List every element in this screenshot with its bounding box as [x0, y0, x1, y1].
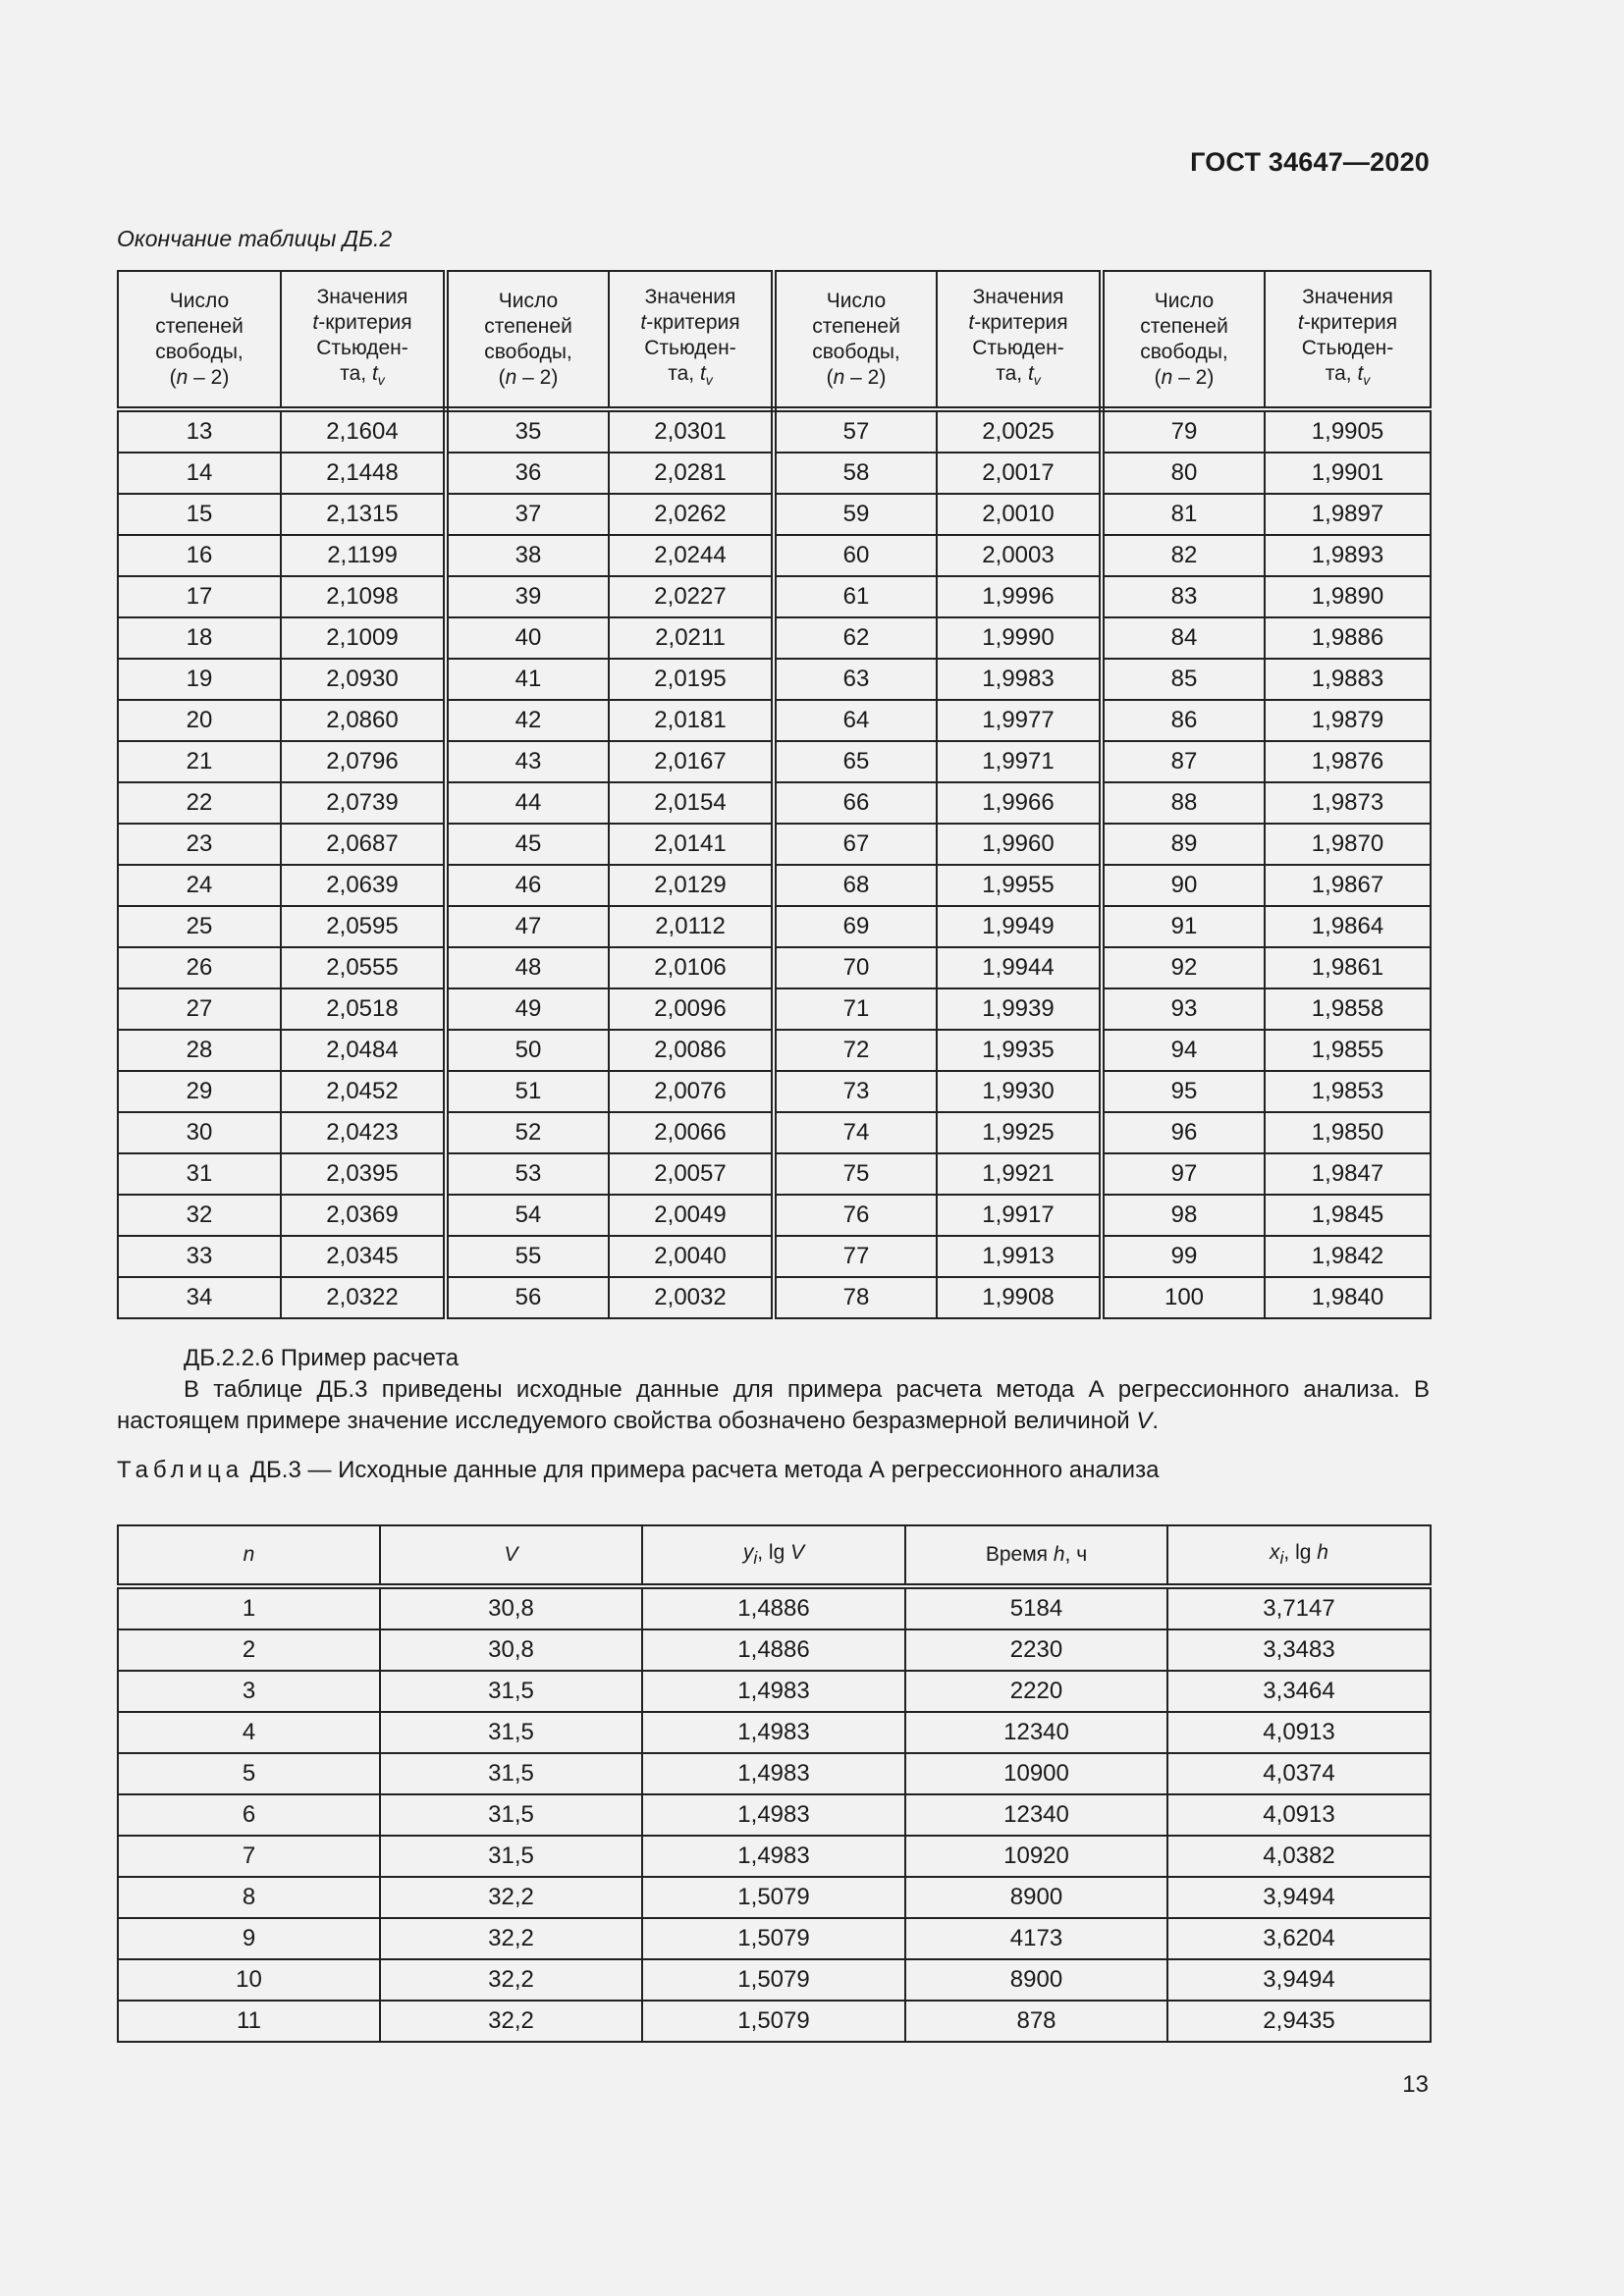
table-row: [118, 1671, 1431, 1712]
cell-degrees-of-freedom: 81: [1102, 494, 1265, 535]
table-row: [118, 1586, 1431, 1629]
cell-degrees-of-freedom: 90: [1102, 865, 1265, 906]
cell-time: 5184: [905, 1586, 1167, 1629]
cell-degrees-of-freedom: 83: [1102, 576, 1265, 617]
col-v: V: [380, 1525, 642, 1586]
cell-t-value: 1,9897: [1265, 494, 1431, 535]
cell-t-value: 1,9883: [1265, 659, 1431, 700]
cell-t-value: 2,0484: [281, 1030, 446, 1071]
table-row: [118, 2001, 1431, 2042]
cell-t-value: 1,9867: [1265, 865, 1431, 906]
table2-body: [118, 409, 1431, 1318]
cell-t-value: 1,9850: [1265, 1112, 1431, 1153]
cell-t-value: 2,0345: [281, 1236, 446, 1277]
cell-n: 9: [118, 1918, 380, 1959]
cell-t-value: 1,9864: [1265, 906, 1431, 947]
cell-degrees-of-freedom: 66: [774, 782, 937, 824]
cell-t-value: 2,0639: [281, 865, 446, 906]
table3-body: [118, 1586, 1431, 2042]
cell-degrees-of-freedom: 88: [1102, 782, 1265, 824]
cell-degrees-of-freedom: 80: [1102, 453, 1265, 494]
table3-header-row: [118, 1525, 1431, 1586]
cell-t-value: 1,9990: [937, 617, 1102, 659]
cell-y: 1,4983: [642, 1836, 905, 1877]
cell-y: 1,4983: [642, 1671, 905, 1712]
cell-degrees-of-freedom: 36: [446, 453, 609, 494]
cell-degrees-of-freedom: 76: [774, 1195, 937, 1236]
header-t-value: Значения t-критерия Стьюден- та, $t_v$: [937, 271, 1102, 409]
cell-degrees-of-freedom: 31: [118, 1153, 281, 1195]
cell-t-value: 1,9939: [937, 988, 1102, 1030]
cell-t-value: 2,0066: [609, 1112, 774, 1153]
cell-t-value: 2,1448: [281, 453, 446, 494]
cell-t-value: 2,1009: [281, 617, 446, 659]
cell-x: 2,9435: [1167, 2001, 1431, 2042]
cell-t-value: 2,0687: [281, 824, 446, 865]
cell-x: 4,0382: [1167, 1836, 1431, 1877]
cell-degrees-of-freedom: 74: [774, 1112, 937, 1153]
cell-degrees-of-freedom: 89: [1102, 824, 1265, 865]
cell-t-value: 2,0369: [281, 1195, 446, 1236]
col-x: $x_i$, lg h: [1167, 1525, 1431, 1586]
cell-degrees-of-freedom: 69: [774, 906, 937, 947]
header-t-value: Значения t-критерия Стьюден- та, $t_v$: [609, 271, 774, 409]
cell-t-value: 2,0860: [281, 700, 446, 741]
cell-time: 878: [905, 2001, 1167, 2042]
cell-degrees-of-freedom: 39: [446, 576, 609, 617]
cell-degrees-of-freedom: 50: [446, 1030, 609, 1071]
cell-n: 6: [118, 1794, 380, 1836]
table-row: [118, 782, 1431, 824]
cell-t-value: 1,9983: [937, 659, 1102, 700]
cell-t-value: 2,0211: [609, 617, 774, 659]
cell-degrees-of-freedom: 52: [446, 1112, 609, 1153]
cell-degrees-of-freedom: 63: [774, 659, 937, 700]
cell-t-value: 2,1604: [281, 409, 446, 453]
cell-degrees-of-freedom: 79: [1102, 409, 1265, 453]
cell-degrees-of-freedom: 59: [774, 494, 937, 535]
col-time: Время h, ч: [905, 1525, 1167, 1586]
cell-n: 8: [118, 1877, 380, 1918]
cell-degrees-of-freedom: 55: [446, 1236, 609, 1277]
cell-time: 8900: [905, 1959, 1167, 2001]
table-row: [118, 409, 1431, 453]
table-row: [118, 1236, 1431, 1277]
cell-t-value: 1,9917: [937, 1195, 1102, 1236]
table-row: [118, 1959, 1431, 2001]
cell-t-value: 2,0227: [609, 576, 774, 617]
cell-t-value: 1,9908: [937, 1277, 1102, 1318]
cell-degrees-of-freedom: 67: [774, 824, 937, 865]
cell-v: 30,8: [380, 1586, 642, 1629]
cell-y: 1,4886: [642, 1586, 905, 1629]
cell-degrees-of-freedom: 35: [446, 409, 609, 453]
cell-t-value: 2,0032: [609, 1277, 774, 1318]
cell-degrees-of-freedom: 15: [118, 494, 281, 535]
cell-degrees-of-freedom: 46: [446, 865, 609, 906]
table-row: [118, 906, 1431, 947]
cell-degrees-of-freedom: 82: [1102, 535, 1265, 576]
table-row: [118, 1153, 1431, 1195]
section-heading: ДБ.2.2.6 Пример расчета: [184, 1345, 460, 1371]
cell-degrees-of-freedom: 38: [446, 535, 609, 576]
cell-t-value: 2,0112: [609, 906, 774, 947]
cell-t-value: 1,9977: [937, 700, 1102, 741]
cell-t-value: 2,0739: [281, 782, 446, 824]
cell-degrees-of-freedom: 17: [118, 576, 281, 617]
cell-degrees-of-freedom: 65: [774, 741, 937, 782]
table-row: [118, 617, 1431, 659]
cell-t-value: 2,0244: [609, 535, 774, 576]
cell-y: 1,5079: [642, 1959, 905, 2001]
cell-n: 10: [118, 1959, 380, 2001]
cell-degrees-of-freedom: 96: [1102, 1112, 1265, 1153]
cell-degrees-of-freedom: 43: [446, 741, 609, 782]
cell-degrees-of-freedom: 60: [774, 535, 937, 576]
header-degrees-of-freedom: Число степеней свободы, (n – 2): [118, 271, 281, 409]
header-degrees-of-freedom: Число степеней свободы, (n – 2): [1102, 271, 1265, 409]
cell-x: 3,9494: [1167, 1959, 1431, 2001]
cell-degrees-of-freedom: 16: [118, 535, 281, 576]
cell-n: 7: [118, 1836, 380, 1877]
cell-n: 1: [118, 1586, 380, 1629]
cell-degrees-of-freedom: 51: [446, 1071, 609, 1112]
cell-t-value: 1,9893: [1265, 535, 1431, 576]
cell-degrees-of-freedom: 41: [446, 659, 609, 700]
cell-t-value: 2,0017: [937, 453, 1102, 494]
cell-degrees-of-freedom: 14: [118, 453, 281, 494]
cell-v: 31,5: [380, 1671, 642, 1712]
regression-data-table: [117, 1524, 1432, 2043]
cell-t-value: 2,0010: [937, 494, 1102, 535]
cell-t-value: 1,9935: [937, 1030, 1102, 1071]
cell-t-value: 2,0262: [609, 494, 774, 535]
cell-t-value: 2,0181: [609, 700, 774, 741]
cell-x: 3,6204: [1167, 1918, 1431, 1959]
cell-degrees-of-freedom: 19: [118, 659, 281, 700]
cell-t-value: 1,9890: [1265, 576, 1431, 617]
cell-y: 1,5079: [642, 1877, 905, 1918]
header-t-value: Значения t-критерия Стьюден- та, $t_v$: [1265, 271, 1431, 409]
cell-degrees-of-freedom: 100: [1102, 1277, 1265, 1318]
cell-t-value: 1,9996: [937, 576, 1102, 617]
cell-degrees-of-freedom: 91: [1102, 906, 1265, 947]
cell-degrees-of-freedom: 37: [446, 494, 609, 535]
header-degrees-of-freedom: Число степеней свободы, (n – 2): [774, 271, 937, 409]
cell-t-value: 2,0452: [281, 1071, 446, 1112]
cell-t-value: 1,9853: [1265, 1071, 1431, 1112]
cell-degrees-of-freedom: 84: [1102, 617, 1265, 659]
cell-degrees-of-freedom: 27: [118, 988, 281, 1030]
cell-y: 1,4983: [642, 1712, 905, 1753]
cell-t-value: 1,9949: [937, 906, 1102, 947]
cell-degrees-of-freedom: 26: [118, 947, 281, 988]
cell-v: 31,5: [380, 1794, 642, 1836]
cell-t-value: 1,9930: [937, 1071, 1102, 1112]
cell-y: 1,4983: [642, 1794, 905, 1836]
cell-degrees-of-freedom: 71: [774, 988, 937, 1030]
col-y: $y_i$, lg V: [642, 1525, 905, 1586]
cell-degrees-of-freedom: 72: [774, 1030, 937, 1071]
cell-degrees-of-freedom: 94: [1102, 1030, 1265, 1071]
table-row: [118, 1753, 1431, 1794]
table-row: [118, 576, 1431, 617]
cell-t-value: 1,9944: [937, 947, 1102, 988]
table-row: [118, 1195, 1431, 1236]
table-row: [118, 947, 1431, 988]
table-row: [118, 1030, 1431, 1071]
table-row: [118, 1918, 1431, 1959]
cell-degrees-of-freedom: 32: [118, 1195, 281, 1236]
cell-degrees-of-freedom: 93: [1102, 988, 1265, 1030]
cell-y: 1,4983: [642, 1753, 905, 1794]
cell-t-value: 2,0049: [609, 1195, 774, 1236]
cell-t-value: 2,0195: [609, 659, 774, 700]
cell-t-value: 2,0096: [609, 988, 774, 1030]
cell-degrees-of-freedom: 95: [1102, 1071, 1265, 1112]
cell-t-value: 2,0301: [609, 409, 774, 453]
cell-t-value: 1,9966: [937, 782, 1102, 824]
cell-t-value: 2,0595: [281, 906, 446, 947]
cell-t-value: 2,0322: [281, 1277, 446, 1318]
cell-time: 2220: [905, 1671, 1167, 1712]
cell-degrees-of-freedom: 22: [118, 782, 281, 824]
cell-n: 11: [118, 2001, 380, 2042]
cell-t-value: 2,1315: [281, 494, 446, 535]
cell-degrees-of-freedom: 54: [446, 1195, 609, 1236]
cell-degrees-of-freedom: 49: [446, 988, 609, 1030]
cell-t-value: 2,0141: [609, 824, 774, 865]
cell-degrees-of-freedom: 75: [774, 1153, 937, 1195]
cell-t-value: 2,0930: [281, 659, 446, 700]
cell-t-value: 2,0555: [281, 947, 446, 988]
cell-t-value: 1,9840: [1265, 1277, 1431, 1318]
table-row: [118, 1794, 1431, 1836]
table-row: [118, 741, 1431, 782]
cell-t-value: 2,0129: [609, 865, 774, 906]
cell-degrees-of-freedom: 24: [118, 865, 281, 906]
cell-t-value: 1,9901: [1265, 453, 1431, 494]
cell-x: 4,0374: [1167, 1753, 1431, 1794]
cell-t-value: 2,0518: [281, 988, 446, 1030]
cell-v: 31,5: [380, 1836, 642, 1877]
cell-v: 30,8: [380, 1629, 642, 1671]
cell-degrees-of-freedom: 98: [1102, 1195, 1265, 1236]
cell-degrees-of-freedom: 23: [118, 824, 281, 865]
cell-t-value: 1,9960: [937, 824, 1102, 865]
table-row: [118, 700, 1431, 741]
cell-v: 32,2: [380, 2001, 642, 2042]
cell-degrees-of-freedom: 13: [118, 409, 281, 453]
cell-degrees-of-freedom: 57: [774, 409, 937, 453]
col-n: n: [118, 1525, 380, 1586]
cell-n: 3: [118, 1671, 380, 1712]
cell-degrees-of-freedom: 28: [118, 1030, 281, 1071]
cell-degrees-of-freedom: 29: [118, 1071, 281, 1112]
cell-time: 10920: [905, 1836, 1167, 1877]
cell-time: 4173: [905, 1918, 1167, 1959]
cell-t-value: 1,9847: [1265, 1153, 1431, 1195]
cell-n: 4: [118, 1712, 380, 1753]
cell-t-value: 1,9873: [1265, 782, 1431, 824]
cell-degrees-of-freedom: 78: [774, 1277, 937, 1318]
cell-t-value: 2,0423: [281, 1112, 446, 1153]
cell-degrees-of-freedom: 85: [1102, 659, 1265, 700]
cell-x: 3,7147: [1167, 1586, 1431, 1629]
cell-degrees-of-freedom: 42: [446, 700, 609, 741]
cell-time: 12340: [905, 1794, 1167, 1836]
cell-time: 8900: [905, 1877, 1167, 1918]
cell-degrees-of-freedom: 77: [774, 1236, 937, 1277]
cell-t-value: 2,0281: [609, 453, 774, 494]
cell-degrees-of-freedom: 68: [774, 865, 937, 906]
cell-degrees-of-freedom: 45: [446, 824, 609, 865]
cell-t-value: 2,0796: [281, 741, 446, 782]
cell-t-value: 1,9925: [937, 1112, 1102, 1153]
student-t-table: [117, 270, 1432, 1319]
cell-t-value: 1,9855: [1265, 1030, 1431, 1071]
cell-degrees-of-freedom: 34: [118, 1277, 281, 1318]
cell-t-value: 1,9921: [937, 1153, 1102, 1195]
cell-t-value: 2,0395: [281, 1153, 446, 1195]
cell-degrees-of-freedom: 48: [446, 947, 609, 988]
cell-v: 32,2: [380, 1959, 642, 2001]
table-row: [118, 494, 1431, 535]
table-row: [118, 1712, 1431, 1753]
cell-t-value: 1,9842: [1265, 1236, 1431, 1277]
cell-x: 4,0913: [1167, 1712, 1431, 1753]
cell-degrees-of-freedom: 99: [1102, 1236, 1265, 1277]
table-row: [118, 1629, 1431, 1671]
cell-y: 1,4886: [642, 1629, 905, 1671]
table-row: [118, 1277, 1431, 1318]
cell-degrees-of-freedom: 25: [118, 906, 281, 947]
cell-x: 3,3483: [1167, 1629, 1431, 1671]
cell-t-value: 2,0003: [937, 535, 1102, 576]
cell-t-value: 1,9955: [937, 865, 1102, 906]
cell-t-value: 1,9879: [1265, 700, 1431, 741]
cell-degrees-of-freedom: 58: [774, 453, 937, 494]
table-row: [118, 824, 1431, 865]
table-row: [118, 865, 1431, 906]
cell-degrees-of-freedom: 33: [118, 1236, 281, 1277]
table-row: [118, 659, 1431, 700]
table-row: [118, 1877, 1431, 1918]
cell-x: 3,3464: [1167, 1671, 1431, 1712]
cell-y: 1,5079: [642, 1918, 905, 1959]
cell-degrees-of-freedom: 47: [446, 906, 609, 947]
cell-degrees-of-freedom: 18: [118, 617, 281, 659]
cell-time: 2230: [905, 1629, 1167, 1671]
cell-v: 31,5: [380, 1753, 642, 1794]
table-row: [118, 988, 1431, 1030]
header-degrees-of-freedom: Число степеней свободы, (n – 2): [446, 271, 609, 409]
cell-degrees-of-freedom: 21: [118, 741, 281, 782]
table-row: [118, 1071, 1431, 1112]
cell-t-value: 1,9905: [1265, 409, 1431, 453]
cell-degrees-of-freedom: 64: [774, 700, 937, 741]
table-row: [118, 453, 1431, 494]
cell-t-value: 2,1199: [281, 535, 446, 576]
cell-t-value: 1,9913: [937, 1236, 1102, 1277]
cell-degrees-of-freedom: 40: [446, 617, 609, 659]
cell-n: 5: [118, 1753, 380, 1794]
cell-t-value: 2,0086: [609, 1030, 774, 1071]
cell-degrees-of-freedom: 92: [1102, 947, 1265, 988]
cell-t-value: 2,0076: [609, 1071, 774, 1112]
cell-t-value: 2,0106: [609, 947, 774, 988]
table2-caption: Окончание таблицы ДБ.2: [117, 226, 393, 251]
table-row: [118, 1836, 1431, 1877]
cell-t-value: 1,9861: [1265, 947, 1431, 988]
cell-x: 3,9494: [1167, 1877, 1431, 1918]
cell-t-value: 1,9886: [1265, 617, 1431, 659]
cell-degrees-of-freedom: 53: [446, 1153, 609, 1195]
cell-degrees-of-freedom: 87: [1102, 741, 1265, 782]
cell-degrees-of-freedom: 56: [446, 1277, 609, 1318]
example-paragraph: В таблице ДБ.3 приведены исходные данные для примера расчета метода А регрессионного анализа. В настоящем примере значение исследуемого свойства обозначено безразмерной величиной V.: [117, 1376, 1430, 1434]
cell-time: 12340: [905, 1712, 1167, 1753]
cell-t-value: 2,0025: [937, 409, 1102, 453]
cell-degrees-of-freedom: 86: [1102, 700, 1265, 741]
table-row: [118, 1112, 1431, 1153]
table-row: [118, 535, 1431, 576]
cell-t-value: 1,9870: [1265, 824, 1431, 865]
cell-degrees-of-freedom: 97: [1102, 1153, 1265, 1195]
header-t-value: Значения t-критерия Стьюден- та, $t_v$: [281, 271, 446, 409]
cell-t-value: 1,9858: [1265, 988, 1431, 1030]
document-code: ГОСТ 34647—2020: [1190, 147, 1430, 177]
cell-y: 1,5079: [642, 2001, 905, 2042]
cell-t-value: 1,9876: [1265, 741, 1431, 782]
cell-t-value: 1,9845: [1265, 1195, 1431, 1236]
cell-degrees-of-freedom: 44: [446, 782, 609, 824]
cell-degrees-of-freedom: 61: [774, 576, 937, 617]
cell-degrees-of-freedom: 30: [118, 1112, 281, 1153]
cell-degrees-of-freedom: 62: [774, 617, 937, 659]
cell-t-value: 2,0167: [609, 741, 774, 782]
cell-degrees-of-freedom: 20: [118, 700, 281, 741]
cell-t-value: 2,0040: [609, 1236, 774, 1277]
cell-t-value: 2,0154: [609, 782, 774, 824]
page-number: 13: [1402, 2071, 1429, 2098]
table2-header-row: [118, 271, 1431, 409]
cell-degrees-of-freedom: 73: [774, 1071, 937, 1112]
cell-v: 32,2: [380, 1918, 642, 1959]
cell-v: 32,2: [380, 1877, 642, 1918]
cell-time: 10900: [905, 1753, 1167, 1794]
cell-x: 4,0913: [1167, 1794, 1431, 1836]
cell-t-value: 2,0057: [609, 1153, 774, 1195]
cell-t-value: 1,9971: [937, 741, 1102, 782]
cell-t-value: 2,1098: [281, 576, 446, 617]
cell-v: 31,5: [380, 1712, 642, 1753]
cell-degrees-of-freedom: 70: [774, 947, 937, 988]
table3-caption: Таблица ДБ.3 — Исходные данные для примера расчета метода А регрессионного анализа: [117, 1457, 1160, 1483]
cell-n: 2: [118, 1629, 380, 1671]
